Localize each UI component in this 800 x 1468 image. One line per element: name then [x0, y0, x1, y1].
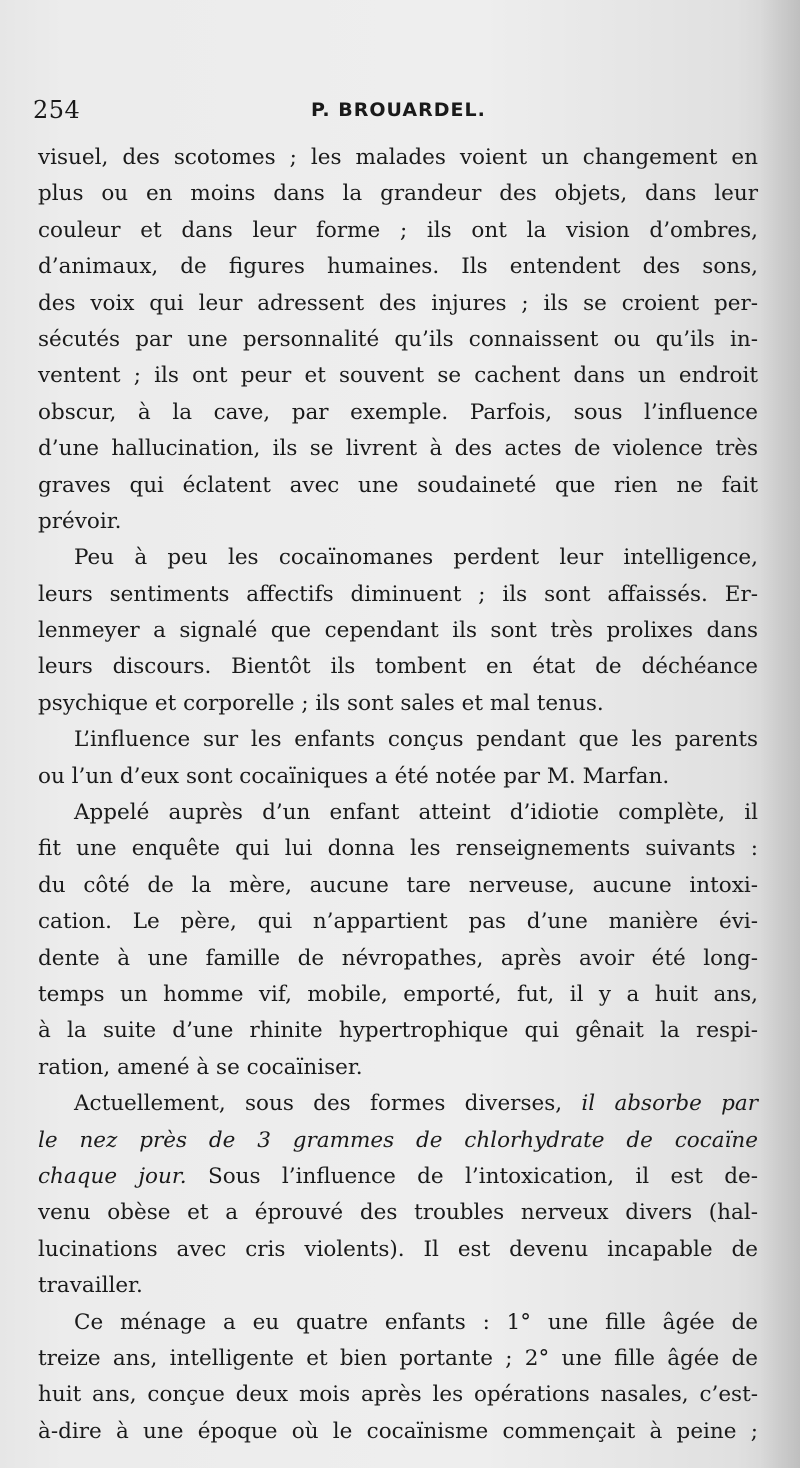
- text-line: [38, 577, 758, 613]
- text-line: [38, 1013, 758, 1049]
- text-line: [38, 1195, 758, 1231]
- text-line: [38, 140, 758, 176]
- text-line: [38, 759, 758, 795]
- line-italic-text: chaque jour.: [38, 1163, 187, 1189]
- line-text: temps un homme vif, mobile, emporté, fut, il y a huit ans,: [38, 981, 758, 1007]
- text-line: [38, 831, 758, 867]
- line-text: d’animaux, de figures humaines. Ils entendent des sons,: [38, 254, 758, 280]
- line-text: psychique et corporelle ; ils sont sales et mal tenus.: [38, 690, 604, 716]
- text-line: [38, 649, 758, 685]
- text-line: [38, 468, 758, 504]
- line-text: lucinations avec cris violents). Il est devenu incapable de: [38, 1236, 758, 1262]
- body-text: [38, 140, 758, 1450]
- line-text: à-dire à une époque où le cocaïnisme commençait à peine ;: [38, 1418, 758, 1444]
- line-text: Peu à peu les cocaïnomanes perdent leur intelligence,: [74, 545, 758, 571]
- page-number: 254: [33, 96, 81, 124]
- text-line: [38, 358, 758, 394]
- text-line: [38, 941, 758, 977]
- text-line: [38, 176, 758, 212]
- page-header: [33, 96, 763, 136]
- text-line: [38, 322, 758, 358]
- text-line: [38, 1086, 758, 1122]
- line-text: leurs discours. Bientôt ils tombent en état de déchéance: [38, 654, 758, 680]
- line-italic-text: il absorbe par: [581, 1091, 758, 1117]
- line-text: L’influence sur les enfants conçus pendant que les parents: [74, 727, 758, 753]
- line-text: cation. Le père, qui n’appartient pas d’une manière évi-: [38, 909, 758, 935]
- text-line: [38, 1159, 758, 1195]
- text-line: [38, 1341, 758, 1377]
- line-text: des voix qui leur adressent des injures ; ils se croient per-: [38, 290, 758, 316]
- line-text: graves qui éclatent avec une soudaineté que rien ne fait: [38, 472, 758, 498]
- line-text: d’une hallucination, ils se livrent à des actes de violence très: [38, 436, 758, 462]
- running-head: P. BROUARDEL.: [311, 99, 486, 121]
- line-text: du côté de la mère, aucune tare nerveuse, aucune intoxi-: [38, 872, 758, 898]
- line-text: Appelé auprès d’un enfant atteint d’idiotie complète, il: [74, 800, 758, 826]
- text-line: [38, 504, 758, 540]
- text-line: [38, 1268, 758, 1304]
- text-line: [38, 1123, 758, 1159]
- line-text: plus ou en moins dans la grandeur des objets, dans leur: [38, 181, 758, 207]
- text-line: [38, 395, 758, 431]
- line-text: obscur, à la cave, par exemple. Parfois, sous l’influence: [38, 399, 758, 425]
- line-text: visuel, des scotomes ; les malades voient un changement en: [38, 145, 758, 170]
- text-line: [38, 613, 758, 649]
- line-text: couleur et dans leur forme ; ils ont la vision d’ombres,: [38, 217, 758, 243]
- text-line: [38, 540, 758, 576]
- line-text: leurs sentiments affectifs diminuent ; ils sont affaissés. Er-: [38, 581, 758, 607]
- text-line: [38, 431, 758, 467]
- text-line: [38, 249, 758, 285]
- line-text: ration, amené à se cocaïniser.: [38, 1054, 363, 1080]
- line-text: Sous l’influence de l’intoxication, il est de-: [186, 1163, 758, 1189]
- line-text: fit une enquête qui lui donna les renseignements suivants :: [38, 836, 758, 862]
- text-line: [38, 904, 758, 940]
- text-line: [38, 213, 758, 249]
- text-line: [38, 1377, 758, 1413]
- text-line: [38, 722, 758, 758]
- line-text: prévoir.: [38, 508, 122, 534]
- text-line: [38, 868, 758, 904]
- text-line: [38, 1414, 758, 1450]
- line-text: lenmeyer a signalé que cependant ils sont très prolixes dans: [38, 618, 758, 644]
- line-text: venu obèse et a éprouvé des troubles nerveux divers (hal-: [38, 1200, 758, 1226]
- line-text: sécutés par une personnalité qu’ils connaissent ou qu’ils in-: [38, 326, 758, 352]
- text-line: [38, 977, 758, 1013]
- line-text: dente à une famille de névropathes, après avoir été long-: [38, 945, 758, 971]
- text-line: [38, 1305, 758, 1341]
- text-line: [38, 1050, 758, 1086]
- text-line: [38, 286, 758, 322]
- line-italic-text: le nez près de 3 grammes de chlorhydrate de cocaïne: [38, 1127, 758, 1153]
- line-text: Actuellement, sous des formes diverses,: [74, 1091, 582, 1117]
- text-line: [38, 795, 758, 831]
- line-text: travailler.: [38, 1273, 143, 1299]
- line-text: ventent ; ils ont peur et souvent se cachent dans un endroit: [38, 363, 758, 389]
- line-text: à la suite d’une rhinite hypertrophique qui gênait la respi-: [38, 1018, 758, 1044]
- text-line: [38, 686, 758, 722]
- line-text: huit ans, conçue deux mois après les opérations nasales, c’est-: [38, 1382, 758, 1408]
- line-text: treize ans, intelligente et bien portante ; 2° une fille âgée de: [38, 1345, 758, 1371]
- line-text: ou l’un d’eux sont cocaïniques a été notée par M. Marfan.: [38, 763, 670, 789]
- text-line: [38, 1232, 758, 1268]
- line-text: Ce ménage a eu quatre enfants : 1° une fille âgée de: [74, 1309, 758, 1335]
